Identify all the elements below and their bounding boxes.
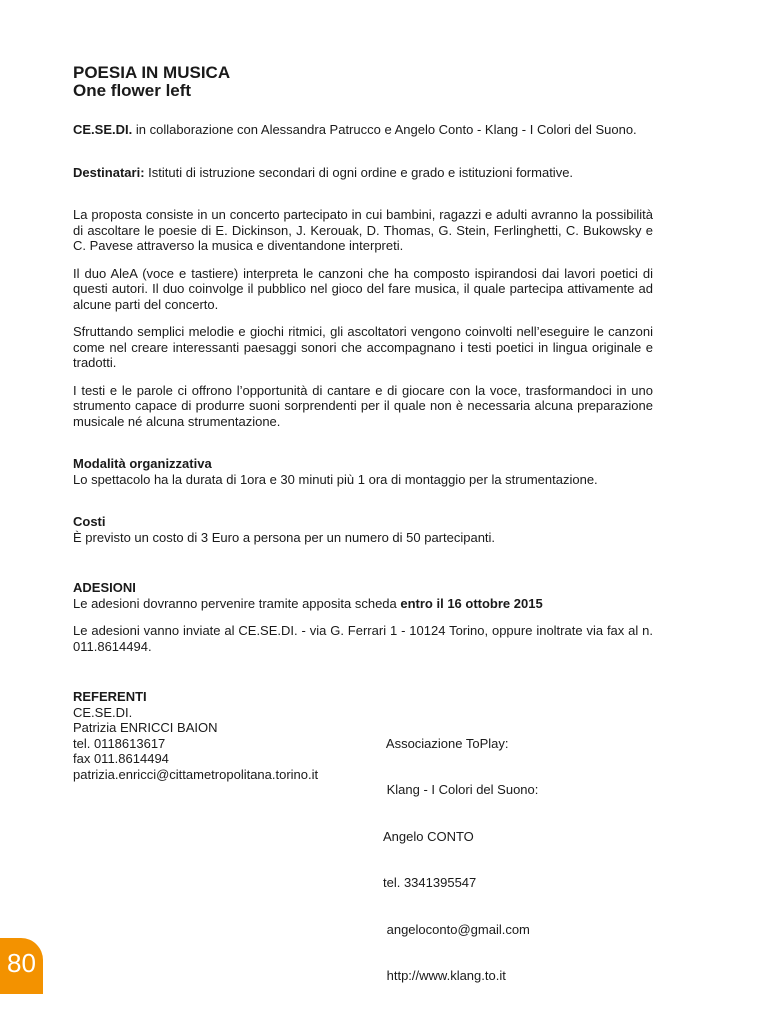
body-paragraph-2: Il duo AleA (voce e tastiere) interpreta le canzoni che ha composto ispirandosi dai lavori poetici di questi autori. Il duo coinvolge il pubblico nel gioco del fare musica, il quale partecipa attivamente ad alcune parti del concerto. — [73, 265, 653, 312]
referente-cesedi-line: CE.SE.DI. — [73, 704, 133, 720]
referente-klang-email: angeloconto@gmail.com — [383, 921, 530, 937]
referenti-heading: REFERENTI — [73, 689, 147, 704]
modalita-heading: Modalità organizzativa — [73, 456, 212, 471]
referente-cesedi-line: fax 011.8614494 — [73, 751, 169, 766]
intro-text: in collaborazione con Alessandra Patrucco e Angelo Conto - Klang - I Colori del Suono. — [132, 122, 637, 137]
destinatari-label: Destinatari: — [73, 164, 145, 180]
referente-klang-website: http://www.klang.to.it — [383, 968, 506, 983]
referente-klang-line: tel. 3341395547 — [383, 875, 477, 890]
referenti-columns — [73, 704, 653, 983]
adesioni-text — [73, 596, 653, 612]
page-number: 80 — [7, 948, 36, 978]
document-subtitle: One flower left — [73, 81, 192, 100]
destinatari-paragraph — [73, 165, 653, 181]
referente-cesedi — [73, 705, 318, 783]
modalita-text: Lo spettacolo ha la durata di 1ora e 30 minuti più 1 ora di montaggio per la strumentazione. — [73, 471, 598, 487]
referente-klang-line: Angelo CONTO — [383, 828, 474, 844]
costi-text: È previsto un costo di 3 Euro a persona per un numero di 50 partecipanti. — [73, 529, 496, 545]
costi-heading: Costi — [73, 514, 106, 529]
referente-cesedi-line: tel. 0118613617 — [73, 735, 166, 751]
adesioni-heading: ADESIONI — [73, 580, 136, 595]
referente-cesedi-line: Patrizia ENRICCI BAION — [73, 720, 218, 735]
referente-cesedi-email: patrizia.enricci@cittametropolitana.torino.it — [73, 766, 319, 782]
body-paragraph-4: I testi e le parole ci offrono l’opportunità di cantare e di giocare con la voce, trasformandoci in uno strumento capace di produrre suoni sorprendenti per il quale non è necessaria alcuna preparazione musicale né alcuna strumentazione. — [73, 382, 653, 429]
adesioni-text-before: Le adesioni dovranno pervenire tramite apposita scheda — [73, 595, 401, 611]
intro-paragraph — [73, 122, 653, 138]
destinatari-text: Istituti di istruzione secondari di ogni ordine e grado e istituzioni formative. — [144, 164, 574, 180]
intro-org: CE.SE.DI. — [73, 122, 133, 137]
body-paragraph-1: La proposta consiste in un concerto partecipato in cui bambini, ragazzi e adulti avranno la possibilità di ascoltare le poesie di E. Dickinson, J. Kerouak, D. Thomas, G. Stein, Ferlinghetti, C. Bukowsky e C. Pavese attraverso la musica e diventandone interpreti. — [73, 207, 653, 253]
document-page — [73, 63, 653, 983]
body-paragraph-3: Sfruttando semplici melodie e giochi ritmici, gli ascoltatori vengono coinvolti nell’eseguire le canzoni come nel creare interessanti paesaggi sonori che accompagnano i testi poetici in lingua originale e tradotti. — [73, 324, 653, 370]
adesioni-send-info: Le adesioni vanno inviate al CE.SE.DI. - via G. Ferrari 1 - 10124 Torino, oppure inoltrate via fax al n. 011.8614494. — [73, 623, 653, 654]
referente-klang — [383, 705, 538, 1015]
referente-klang-line: Klang - I Colori del Suono: — [383, 782, 539, 797]
adesioni-deadline: entro il 16 ottobre 2015 — [400, 595, 543, 611]
referente-klang-line: Associazione ToPlay: — [383, 735, 509, 751]
document-title: POESIA IN MUSICA — [73, 63, 231, 82]
